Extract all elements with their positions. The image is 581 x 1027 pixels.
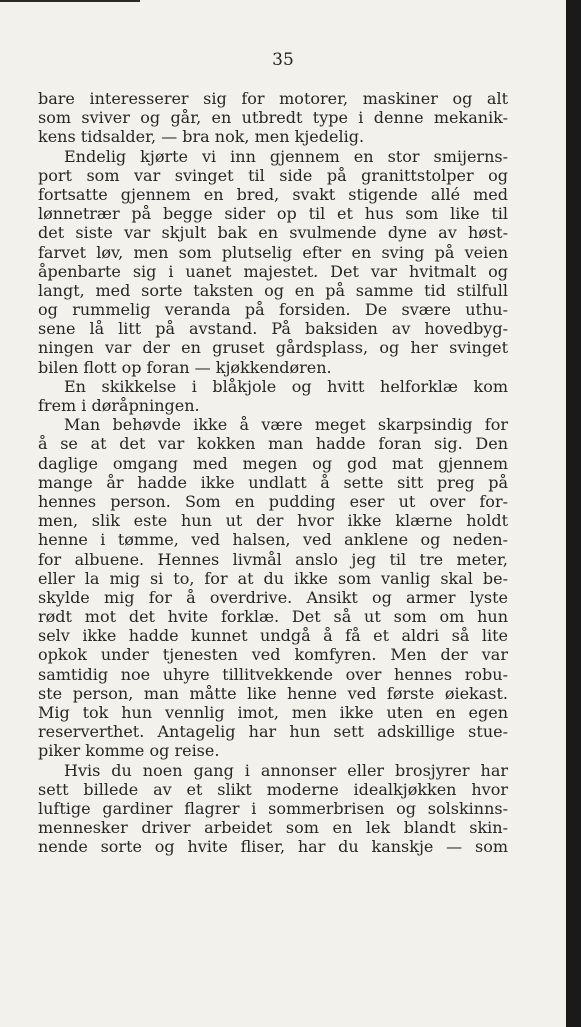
text-line: men, slik este hun ut der hvor ikke klærne holdt: [38, 511, 508, 531]
text-line: mange år hadde ikke undlatt å sette sitt preg på: [38, 472, 508, 492]
text-line: port som var svinget til side på granittstolper og: [38, 165, 508, 185]
text-line: Mig tok hun vennlig imot, men ikke uten en egen: [38, 703, 508, 722]
text-line: opkok under tjenesten ved komfyren. Men der var: [38, 645, 508, 665]
text-line: luftige gardiner flagrer i sommerbrisen og solskinns-: [38, 798, 508, 818]
text-line: kens tidsalder, — bra nok, men kjedelig.: [38, 127, 365, 147]
text-line: farvet løv, men som plutselig efter en sving på veien: [38, 242, 508, 262]
text-line: som sviver og går, en utbredt type i denne mekanik-: [38, 108, 508, 128]
text-line: henne i tømme, ved halsen, ved anklene og neden-: [38, 530, 508, 550]
text-line: ste person, man måtte like henne ved første øiekast.: [38, 683, 508, 703]
text-line: eller la mig si to, for at du ikke som vanlig skal be-: [38, 568, 508, 588]
text-line: rødt mot det hvite forklæ. Det så ut som om hun: [38, 607, 508, 627]
text-line: piker komme og reise.: [38, 741, 220, 761]
text-line: nende sorte og hvite fliser, har du kanskje — som: [38, 837, 508, 857]
text-line: sene lå litt på avstand. På baksiden av hovedbyg-: [38, 319, 508, 339]
text-line: frem i døråpningen.: [38, 396, 200, 415]
text-line: ningen var der en gruset gårdsplass, og her svinget: [38, 338, 508, 358]
page-number: 35: [272, 50, 294, 70]
text-line: mennesker driver arbeidet som en lek blandt skin-: [38, 818, 508, 838]
text-line: selv ikke hadde kunnet undgå å få et aldri så lite: [38, 626, 508, 646]
top-rule: [0, 0, 140, 2]
text-line: Endelig kjørte vi inn gjennem en stor smijerns-: [64, 146, 508, 166]
text-line: å se at det var kokken man hadde foran sig. Den: [38, 434, 508, 454]
text-line: En skikkelse i blåkjole og hvitt helforklæ kom: [64, 376, 508, 396]
text-line: daglige omgang med megen og god mat gjennem: [38, 453, 508, 473]
text-line: langt, med sorte taksten og en på samme tid stilfull: [38, 280, 508, 300]
text-line: lønnetrær på begge sider op til et hus som like til: [38, 204, 508, 224]
text-line: hennes person. Som en pudding eser ut over for-: [38, 491, 508, 511]
text-line: reserverthet. Antagelig har hun sett adskillige stue-: [38, 722, 508, 742]
body-text: [38, 89, 508, 857]
text-line: det siste var skjult bak en svulmende dyne av høst-: [38, 223, 508, 243]
text-line: og rummelig veranda på forsiden. De svære uthu-: [38, 300, 508, 320]
text-line: fortsatte gjennem en bred, svakt stigende allé med: [38, 184, 508, 204]
text-line: bilen flott op foran — kjøkkendøren.: [38, 357, 332, 377]
text-line: samtidig noe uhyre tillitvekkende over hennes robu-: [38, 664, 508, 684]
text-line: for albuene. Hennes livmål anslo jeg til tre meter,: [38, 549, 508, 569]
text-line: bare interesserer sig for motorer, maskiner og alt: [38, 89, 508, 108]
text-line: Hvis du noen gang i annonser eller brosjyrer har: [64, 760, 508, 780]
text-line: skylde mig for å overdrive. Ansikt og armer lyste: [38, 587, 508, 607]
text-line: Man behøvde ikke å være meget skarpsindig for: [64, 415, 508, 435]
text-line: sett billede av et slikt moderne idealkjøkken hvor: [38, 779, 508, 799]
text-line: åpenbarte sig i uanet majestet. Det var hvitmalt og: [38, 261, 508, 281]
